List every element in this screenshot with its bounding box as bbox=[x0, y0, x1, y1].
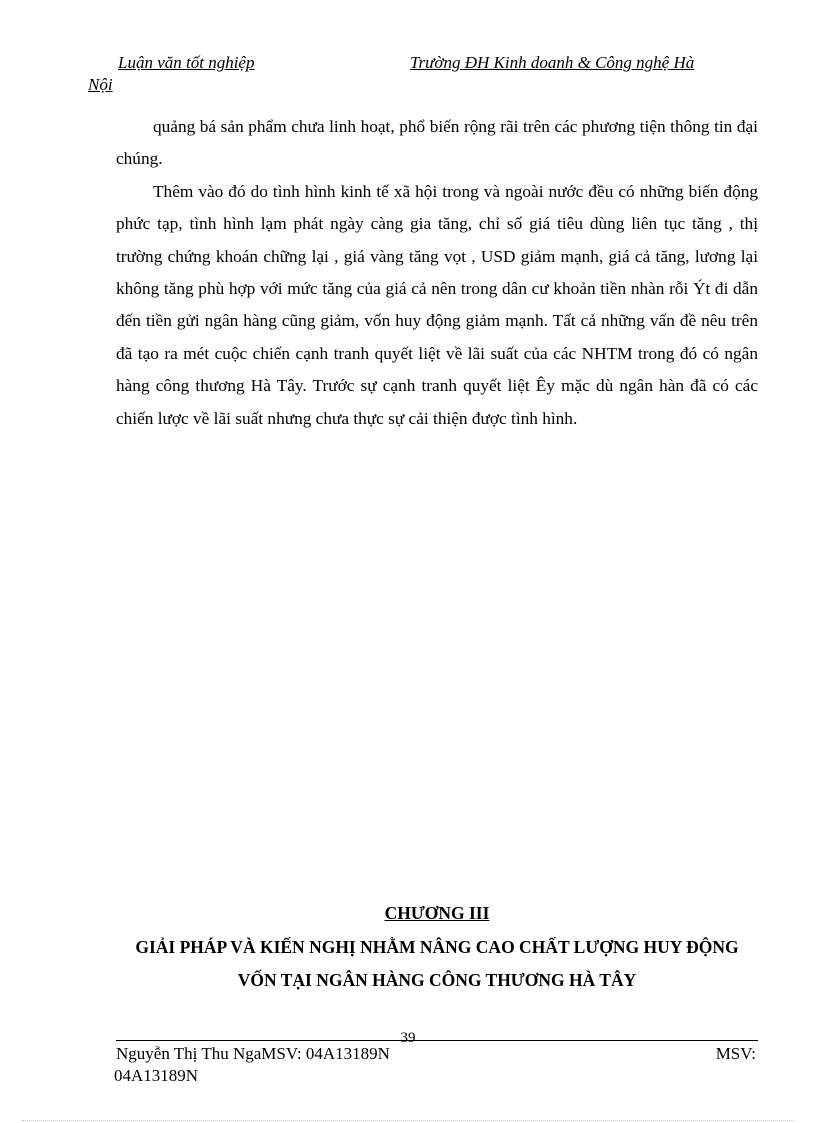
footer-msv-continuation: 04A13189N bbox=[114, 1066, 199, 1085]
header-university-continuation: Nội bbox=[88, 75, 113, 94]
page-header bbox=[88, 52, 748, 96]
header-thesis-label: Luận văn tốt nghiệp bbox=[118, 53, 255, 72]
footer-author: Nguyễn Thị Thu NgaMSV: 04A13189N bbox=[116, 1044, 390, 1063]
page-edge-divider bbox=[22, 1120, 794, 1121]
paragraph-2: Thêm vào đó do tình hình kinh tế xã hội trong và ngoài nước đều có những biến động phức tạp, tình hình lạm phát ngày càng gia tăng, chỉ số giá tiêu dùng liên tục tăng , thị trường chứng khoán chững lại , giá vàng tăng vọt , USD giảm mạnh, giá cả tăng, lương lại không tăng phù hợp với mức tăng của giá cả nên trong dân cư khoản tiền nhàn rỗi Ýt đi dẫn đến tiền gửi ngân hàng cũng giảm, vốn huy động giảm mạnh. Tất cả những vấn đề nêu trên đã tạo ra mét cuộc chiến cạnh tranh quyết liệt về lãi suất của các NHTM trong đó có ngân hàng công thương Hà Tây. Trước sự cạnh tranh quyết liệt Êy mặc dù ngân hàn đã có các chiến lược về lãi suất nhưng chưa thực sự cải thiện được tình hình. bbox=[116, 181, 758, 428]
chapter-title: GIẢI PHÁP VÀ KIẾN NGHỊ NHẰM NÂNG CAO CHẤT LƯỢNG HUY ĐỘNG VỐN TẠI NGÂN HÀNG CÔNG THƯƠNG HÀ TÂY bbox=[135, 937, 739, 990]
page-number: 39 bbox=[400, 1030, 416, 1046]
paragraph-1: quảng bá sản phẩm chưa linh hoạt, phổ biến rộng rãi trên các phương tiện thông tin đại chúng. bbox=[116, 117, 758, 169]
header-university-name: Trường ĐH Kinh doanh & Công nghệ Hà bbox=[410, 53, 695, 72]
footer-msv-label: MSV: bbox=[715, 1044, 756, 1063]
chapter-number: CHƯƠNG III bbox=[384, 903, 490, 923]
chapter-heading-block bbox=[116, 899, 758, 997]
body-text bbox=[116, 111, 758, 435]
